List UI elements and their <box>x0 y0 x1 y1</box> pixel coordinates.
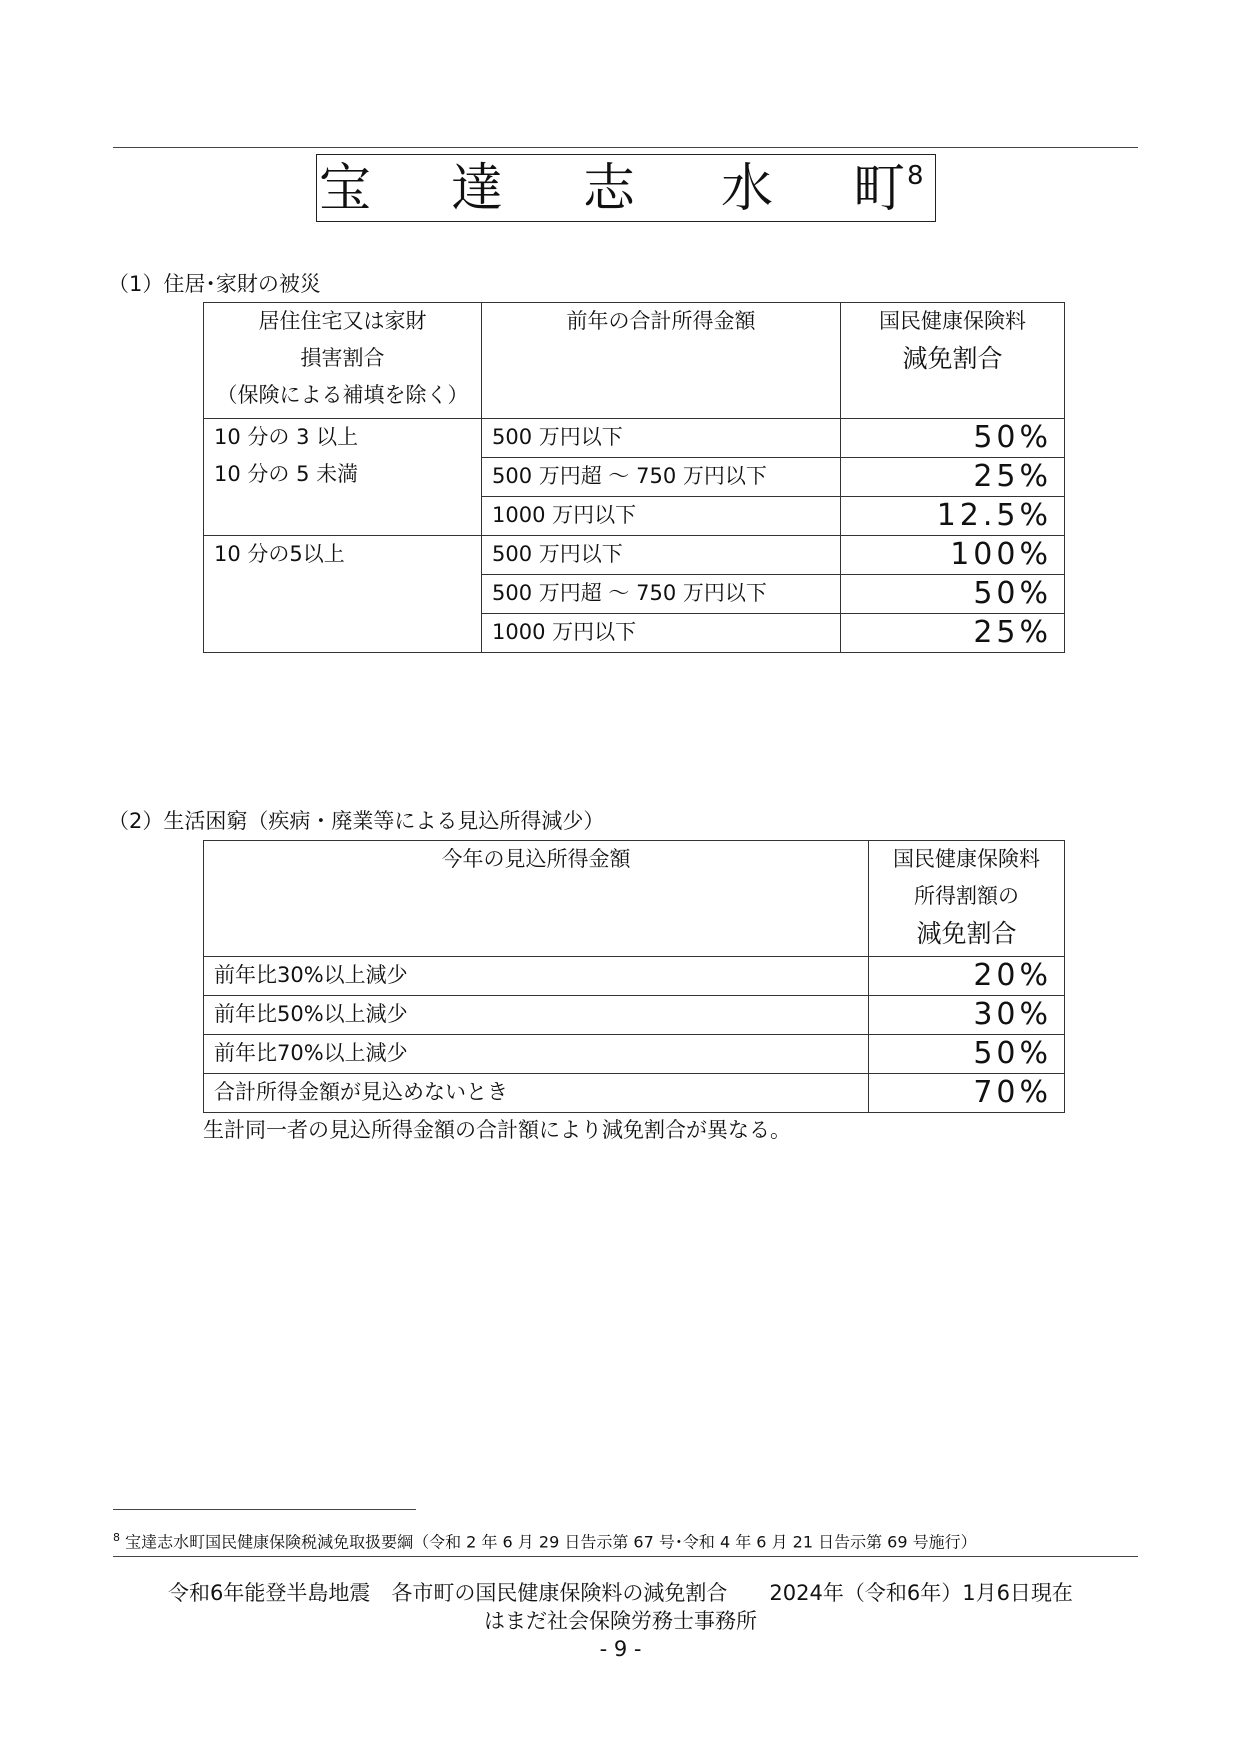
damage-cell-group1 <box>204 419 482 536</box>
footnote <box>113 1527 977 1553</box>
page-title <box>316 154 936 222</box>
footer-line-2: はまだ社会保険労務士事務所 <box>484 1609 757 1633</box>
condition-cell: 合計所得金額が見込めないとき <box>204 1074 869 1113</box>
header-line: 国民健康保険料 <box>893 847 1040 871</box>
header-line: 居住住宅又は家財 <box>258 309 427 333</box>
rate-cell: 50% <box>869 1035 1065 1074</box>
title-char-4: 水 <box>721 159 774 219</box>
footnote-separator <box>113 1509 416 1510</box>
rate-cell: 25% <box>841 614 1065 653</box>
income-cell: 1000 万円以下 <box>482 614 841 653</box>
rate-cell: 12.5% <box>841 497 1065 536</box>
header-line: 前年の合計所得金額 <box>566 309 756 333</box>
table-row <box>204 1074 1065 1113</box>
rate-cell: 20% <box>869 957 1065 996</box>
footnote-text: 宝達志水町国民健康保険税減免取扱要綱（令和 2 年 6 月 29 日告示第 67 号･令和 4 年 6 月 21 日告示第 69 号施行） <box>125 1532 977 1552</box>
header-prior-income <box>482 303 841 419</box>
title-char-3: 志 <box>583 159 636 219</box>
rate-cell: 50% <box>841 419 1065 458</box>
damage-reduction-table <box>203 302 1065 653</box>
condition-cell: 前年比50%以上減少 <box>204 996 869 1035</box>
table-header-row <box>204 303 1065 419</box>
title-char-2: 達 <box>451 159 504 219</box>
rate-cell: 30% <box>869 996 1065 1035</box>
condition-cell: 前年比30%以上減少 <box>204 957 869 996</box>
hardship-reduction-table <box>203 840 1065 1113</box>
table-row <box>204 1035 1065 1074</box>
header-reduction-rate <box>841 303 1065 419</box>
income-cell: 500 万円以下 <box>482 536 841 575</box>
damage-line: 10 分の5以上 <box>214 542 345 566</box>
table-row <box>204 957 1065 996</box>
table-row <box>204 536 1065 575</box>
table-row <box>204 996 1065 1035</box>
section2-heading: （2）生活困窮（疾病・廃業等による見込所得減少） <box>108 809 605 833</box>
header-line: 減免割合 <box>916 919 1017 948</box>
header-line: 国民健康保険料 <box>879 309 1026 333</box>
footer-rule <box>113 1556 1138 1557</box>
income-cell: 1000 万円以下 <box>482 497 841 536</box>
header-damage-ratio <box>204 303 482 419</box>
income-cell: 500 万円以下 <box>482 419 841 458</box>
damage-cell-group2 <box>204 536 482 653</box>
section1-heading: （1）住居･家財の被災 <box>108 272 321 296</box>
footer-line-1: 令和6年能登半島地震 各市町の国民健康保険料の減免割合 2024年（令和6年）1月6日現在 <box>168 1581 1073 1605</box>
income-cell: 500 万円超 ～ 750 万円以下 <box>482 575 841 614</box>
header-line: （保険による補填を除く） <box>216 383 469 407</box>
rate-cell: 100% <box>841 536 1065 575</box>
damage-line: 10 分の 5 未満 <box>214 462 359 486</box>
footnote-mark: 8 <box>113 1531 120 1544</box>
header-line: 所得割額の <box>914 884 1019 908</box>
header-line: 減免割合 <box>902 344 1003 373</box>
title-char-5: 町 <box>853 159 906 219</box>
top-rule <box>113 147 1138 148</box>
header-line: 損害割合 <box>300 346 385 370</box>
household-note: 生計同一者の見込所得金額の合計額により減免割合が異なる。 <box>203 1118 791 1142</box>
header-reduction-rate <box>869 841 1065 957</box>
title-char-1: 宝 <box>319 159 372 219</box>
condition-cell: 前年比70%以上減少 <box>204 1035 869 1074</box>
rate-cell: 50% <box>841 575 1065 614</box>
header-line: 今年の見込所得金額 <box>441 847 631 871</box>
rate-cell: 70% <box>869 1074 1065 1113</box>
rate-cell: 25% <box>841 458 1065 497</box>
page-number: - 9 - <box>599 1637 642 1661</box>
title-footnote-mark: 8 <box>907 161 924 191</box>
header-expected-income <box>204 841 869 957</box>
income-cell: 500 万円超 ～ 750 万円以下 <box>482 458 841 497</box>
table-header-row <box>204 841 1065 957</box>
table-row <box>204 419 1065 458</box>
damage-line: 10 分の 3 以上 <box>214 425 359 449</box>
